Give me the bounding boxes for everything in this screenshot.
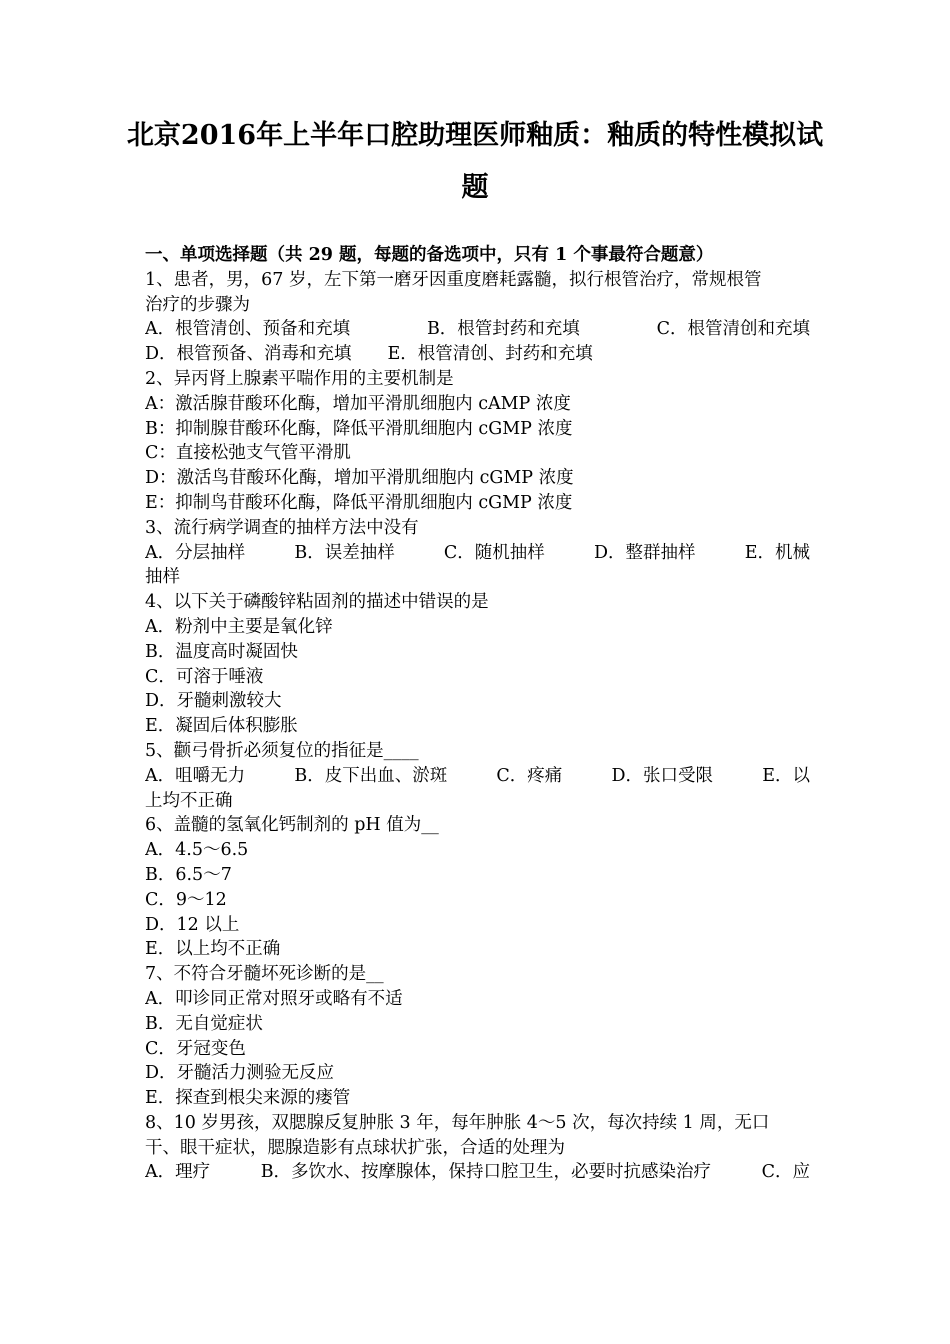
text-line: C．牙冠变色 (145, 1038, 246, 1059)
text-line: 抽样 (145, 567, 180, 588)
text-line: 5、颧弓骨折必须复位的指征是____ (145, 740, 419, 761)
text-line: C：直接松弛支气管平滑肌 (145, 443, 351, 464)
option-text: C．随机抽样 (443, 542, 545, 563)
option-text: D．根管预备、消毒和充填 (145, 344, 352, 365)
document-body (145, 243, 810, 1185)
text-line: C．9～12 (145, 889, 227, 910)
text-line: E．凝固后体积膨胀 (145, 716, 298, 737)
text-line: B．温度高时凝固快 (145, 641, 298, 662)
document-title-line-1: 北京2016年上半年口腔助理医师釉质：釉质的特性模拟试 (126, 120, 824, 151)
text-line: D．牙髓刺激较大 (145, 691, 282, 712)
option-text: C．疼痛 (496, 765, 563, 786)
text-line: E．以上均不正确 (145, 939, 281, 960)
text-line: A．粉剂中主要是氧化锌 (145, 616, 333, 637)
text-line: 3、流行病学调查的抽样方法中没有 (145, 517, 419, 538)
text-line: A．叩诊同正常对照牙或略有不适 (145, 988, 403, 1009)
text-line: A：激活腺苷酸环化酶，增加平滑肌细胞内 cAMP 浓度 (145, 393, 571, 414)
text-line: 1、患者，男，67 岁，左下第一磨牙因重度磨耗露髓，拟行根管治疗，常规根管 (145, 269, 762, 290)
option-text: A．理疗 (145, 1162, 211, 1183)
text-line: 7、不符合牙髓坏死诊断的是__ (145, 964, 384, 985)
section-heading: 一、单项选择题（共 29 题，每题的备选项中，只有 1 个事最符合题意） (145, 245, 714, 265)
option-text: E．根管清创、封药和充填 (387, 344, 593, 365)
text-line: 4、以下关于磷酸锌粘固剂的描述中错误的是 (145, 592, 489, 613)
text-line: D：激活鸟苷酸环化酶，增加平滑肌细胞内 cGMP 浓度 (145, 468, 574, 489)
option-row (145, 317, 810, 342)
text-line: E：抑制鸟苷酸环化酶，降低平滑肌细胞内 cGMP 浓度 (145, 492, 573, 513)
option-text: A．根管清创、预备和充填 (145, 319, 351, 340)
option-text: A．分层抽样 (145, 542, 246, 563)
text-line: C．可溶于唾液 (145, 666, 264, 687)
option-text: E．机械 (744, 542, 810, 563)
option-row (145, 541, 810, 566)
option-text: B．多饮水、按摩腺体，保持口腔卫生，必要时抗感染治疗 (260, 1162, 712, 1183)
option-text: C．应 (761, 1162, 810, 1183)
text-line: D．牙髓活力测验无反应 (145, 1063, 335, 1084)
option-row (145, 1160, 810, 1185)
option-text: E．以 (762, 765, 810, 786)
document-title-line-2: 题 (461, 172, 489, 203)
option-row (145, 764, 810, 789)
text-line: B．6.5～7 (145, 864, 232, 885)
text-line: 8、10 岁男孩，双腮腺反复肿胀 3 年，每年肿胀 4～5 次，每次持续 1 周，无口 (145, 1112, 770, 1133)
option-row (145, 342, 810, 367)
text-line: 上均不正确 (145, 790, 233, 811)
text-line: A．4.5～6.5 (145, 840, 249, 861)
option-text: D．张口受限 (611, 765, 713, 786)
option-text: B．误差抽样 (294, 542, 395, 563)
text-line: 2、异丙肾上腺素平喘作用的主要机制是 (145, 368, 454, 389)
text-line: B．无自觉症状 (145, 1013, 263, 1034)
text-line: E．探查到根尖来源的瘘管 (145, 1088, 351, 1109)
option-text: A．咀嚼无力 (145, 765, 246, 786)
option-text: B．皮下出血、淤斑 (294, 765, 448, 786)
option-text: C．根管清创和充填 (656, 319, 810, 340)
option-text: B．根管封药和充填 (426, 319, 580, 340)
text-line: 治疗的步骤为 (145, 294, 250, 315)
option-text: D．整群抽样 (593, 542, 696, 563)
text-line: 干、眼干症状，腮腺造影有点球状扩张，合适的处理为 (145, 1137, 565, 1158)
text-line: D．12 以上 (145, 914, 240, 935)
text-line: 6、盖髓的氢氧化钙制剂的 pH 值为__ (145, 815, 439, 836)
text-line: B：抑制腺苷酸环化酶，降低平滑肌细胞内 cGMP 浓度 (145, 418, 573, 439)
